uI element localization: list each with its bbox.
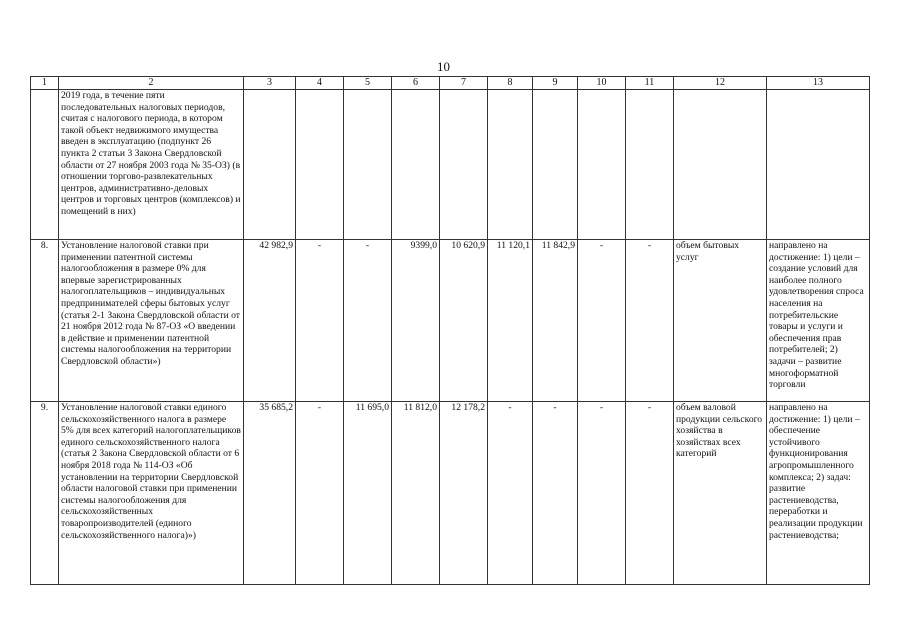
- header-cell: 7: [440, 77, 488, 90]
- header-row: [31, 77, 870, 90]
- cell-col3: 35 685,2: [244, 402, 296, 585]
- cell-col13: направлено на достижение: 1) цели – создание условий для наиболее полного удовлетворения спроса населения на потребительские товары и услуги и обеспечения прав потребителей; 2) задачи – развитие многоформатной торговли: [767, 240, 870, 402]
- cell-col6: [392, 90, 440, 240]
- header-cell: 1: [31, 77, 59, 90]
- cell-col6: 9399,0: [392, 240, 440, 402]
- row-description: Установление налоговой ставки при применении патентной системы налогообложения в размере 0% для впервые зарегистрированных налогоплательщиков – индивидуальных предпринимателей сферы бытовых услуг (статья 2-1 Закона Свердловской области от 21 ноября 2012 года № 87-ОЗ «О введении в действие и применении патентной системы налогообложения на территории Свердловской области»): [59, 240, 244, 402]
- cell-col12: объем бытовых услуг: [674, 240, 767, 402]
- cell-col7: [440, 90, 488, 240]
- row-description: Установление налоговой ставки единого сельскохозяйственного налога в размере 5% для всех категорий налогоплательщиков единого сельскохозяйственного налога (статья 2 Закона Свердловской области от 6 ноября 2018 года № 114-ОЗ «Об установлении на территории Свердловской области налоговой ставки при применении системы налогообложения для сельскохозяйственных товаропроизводителей (единого сельскохозяйственного налога)»): [59, 402, 244, 585]
- cell-col12: [674, 90, 767, 240]
- header-cell: 13: [767, 77, 870, 90]
- cell-col6: 11 812,0: [392, 402, 440, 585]
- cell-col13: направлено на достижение: 1) цели – обеспечение устойчивого функционирования агропромышленного комплекса; 2) задач: развитие растениеводства, переработки и реализации продукции растениеводства;: [767, 402, 870, 585]
- cell-col7: 12 178,2: [440, 402, 488, 585]
- table-row: [31, 90, 870, 240]
- row-number: 9.: [31, 402, 59, 585]
- cell-col9: -: [533, 402, 578, 585]
- cell-col8: 11 120,1: [488, 240, 533, 402]
- cell-col13: [767, 90, 870, 240]
- header-cell: 3: [244, 77, 296, 90]
- cell-col4: -: [296, 402, 344, 585]
- cell-col3: [244, 90, 296, 240]
- header-cell: 10: [578, 77, 626, 90]
- header-cell: 9: [533, 77, 578, 90]
- cell-col11: -: [626, 240, 674, 402]
- header-cell: 2: [59, 77, 244, 90]
- cell-col4: -: [296, 240, 344, 402]
- table-row: [31, 402, 870, 585]
- cell-col9: 11 842,9: [533, 240, 578, 402]
- cell-col5: 11 695,0: [344, 402, 392, 585]
- header-cell: 5: [344, 77, 392, 90]
- cell-col8: [488, 90, 533, 240]
- row-number: [31, 90, 59, 240]
- cell-col10: -: [578, 402, 626, 585]
- cell-col5: [344, 90, 392, 240]
- header-cell: 8: [488, 77, 533, 90]
- page-number: 10: [437, 59, 450, 74]
- row-description: 2019 года, в течение пяти последовательных налоговых периодов, считая с налогового периода, в котором такой объект недвижимого имущества введен в эксплуатацию (подпункт 26 пункта 2 статьи 3 Закона Свердловской области от 27 ноября 2003 года № 35-ОЗ) (в отношении торгово-развлекательных центров, административно-деловых центров и торговых центров (комплексов) и помещений в них): [59, 90, 244, 240]
- cell-col3: 42 982,9: [244, 240, 296, 402]
- cell-col5: -: [344, 240, 392, 402]
- header-cell: 12: [674, 77, 767, 90]
- cell-col11: [626, 90, 674, 240]
- cell-col7: 10 620,9: [440, 240, 488, 402]
- cell-col9: [533, 90, 578, 240]
- cell-col12: объем валовой продукции сельского хозяйства в хозяйствах всех категорий: [674, 402, 767, 585]
- cell-col4: [296, 90, 344, 240]
- header-cell: 11: [626, 77, 674, 90]
- header-cell: 4: [296, 77, 344, 90]
- cell-col10: -: [578, 240, 626, 402]
- tax-benefits-table: [30, 76, 870, 585]
- table-row: [31, 240, 870, 402]
- row-number: 8.: [31, 240, 59, 402]
- cell-col8: -: [488, 402, 533, 585]
- header-cell: 6: [392, 77, 440, 90]
- cell-col11: -: [626, 402, 674, 585]
- cell-col10: [578, 90, 626, 240]
